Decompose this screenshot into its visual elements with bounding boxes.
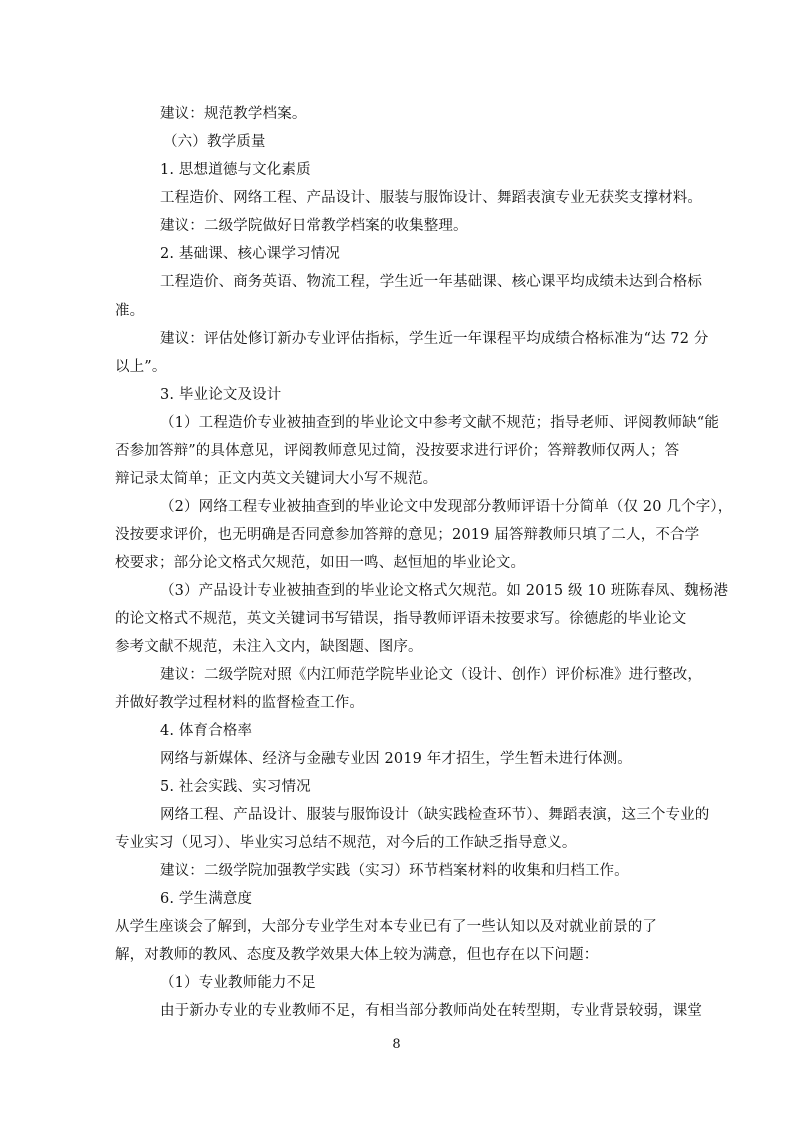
paragraph-line: 建议：二级学院对照《内江师范学院毕业论文（设计、创作）评价标准》进行整改， [160, 667, 703, 683]
subsection-heading: 1. 思想道德与文化素质 [160, 162, 311, 178]
paragraph-line: 建议：规范教学档案。 [160, 106, 307, 122]
paragraph-line: 参考文献不规范，未注入文内，缺图题、图序。 [115, 639, 423, 655]
section-heading: （六）教学质量 [163, 134, 266, 150]
paragraph-line: 校要求；部分论文格式欠规范，如田一鸣、赵恒旭的毕业论文。 [115, 555, 526, 571]
paragraph-line: 从学生座谈会了解到，大部分专业学生对本专业已有了一些认知以及对就业前景的了 [115, 919, 658, 935]
paragraph-line: 的论文格式不规范，英文关键词书写错误，指导教师评语未按要求写。徐德彪的毕业论文 [115, 611, 687, 627]
paragraph-line: 工程造价、商务英语、物流工程，学生近一年基础课、核心课平均成绩未达到合格标 [160, 274, 703, 290]
paragraph-line: 工程造价、网络工程、产品设计、服装与服饰设计、舞蹈表演专业无获奖支撑材料。 [160, 190, 703, 206]
paragraph-line: 网络与新媒体、经济与金融专业因 2019 年才招生，学生暂未进行体测。 [160, 751, 632, 767]
paragraph-line: 辩记录太简单；正文内英文关键词大小写不规范。 [115, 471, 438, 487]
paragraph-line: 并做好教学过程材料的监督检查工作。 [115, 695, 365, 711]
subsection-heading: 4. 体育合格率 [160, 723, 253, 739]
paragraph-line: 准。 [115, 303, 145, 319]
subsection-heading: 5. 社会实践、实习情况 [160, 779, 311, 795]
paragraph-line: 由于新办专业的专业教师不足，有相当部分教师尚处在转型期，专业背景较弱，课堂 [160, 1003, 703, 1019]
paragraph-line: 建议：二级学院做好日常教学档案的收集整理。 [160, 218, 468, 234]
paragraph-line: 建议：评估处修订新办专业评估指标，学生近一年课程平均成绩合格标准为“达 72 分 [160, 331, 709, 347]
paragraph-line: 网络工程、产品设计、服装与服饰设计（缺实践检查环节）、舞蹈表演，这三个专业的 [160, 807, 710, 823]
page-number: 8 [392, 1037, 401, 1052]
paragraph-line: 没按要求评价，也无明确是否同意参加答辩的意见；2019 届答辩教师只填了二人，不合学 [115, 527, 700, 543]
subsection-heading: 2. 基础课、核心课学习情况 [160, 246, 341, 262]
paragraph-line: （3）产品设计专业被抽查到的毕业论文格式欠规范。如 2015 级 10 班陈春凤、魏杨港 [160, 583, 729, 599]
paragraph-line: 否参加答辩”的具体意见，评阅教师意见过简，没按要求进行评价；答辩教师仅两人；答 [115, 443, 680, 459]
subsection-heading: 6. 学生满意度 [160, 891, 253, 907]
paragraph-line: （1）工程造价专业被抽查到的毕业论文中参考文献不规范；指导老师、评阅教师缺“能 [160, 415, 719, 431]
subsection-heading: 3. 毕业论文及设计 [160, 387, 282, 403]
paragraph-line: 专业实习（见习）、毕业实习总结不规范，对今后的工作缺乏指导意义。 [115, 835, 577, 851]
paragraph-line: （1）专业教师能力不足 [160, 975, 316, 991]
paragraph-line: （2）网络工程专业被抽查到的毕业论文中发现部分教师评语十分简单（仅 20 几个字）， [160, 499, 733, 515]
paragraph-line: 解，对教师的教风、态度及教学效果大体上较为满意，但也存在以下问题： [115, 947, 599, 963]
paragraph-line: 建议：二级学院加强教学实践（实习）环节档案材料的收集和归档工作。 [160, 863, 629, 879]
paragraph-line: 以上”。 [115, 359, 167, 375]
